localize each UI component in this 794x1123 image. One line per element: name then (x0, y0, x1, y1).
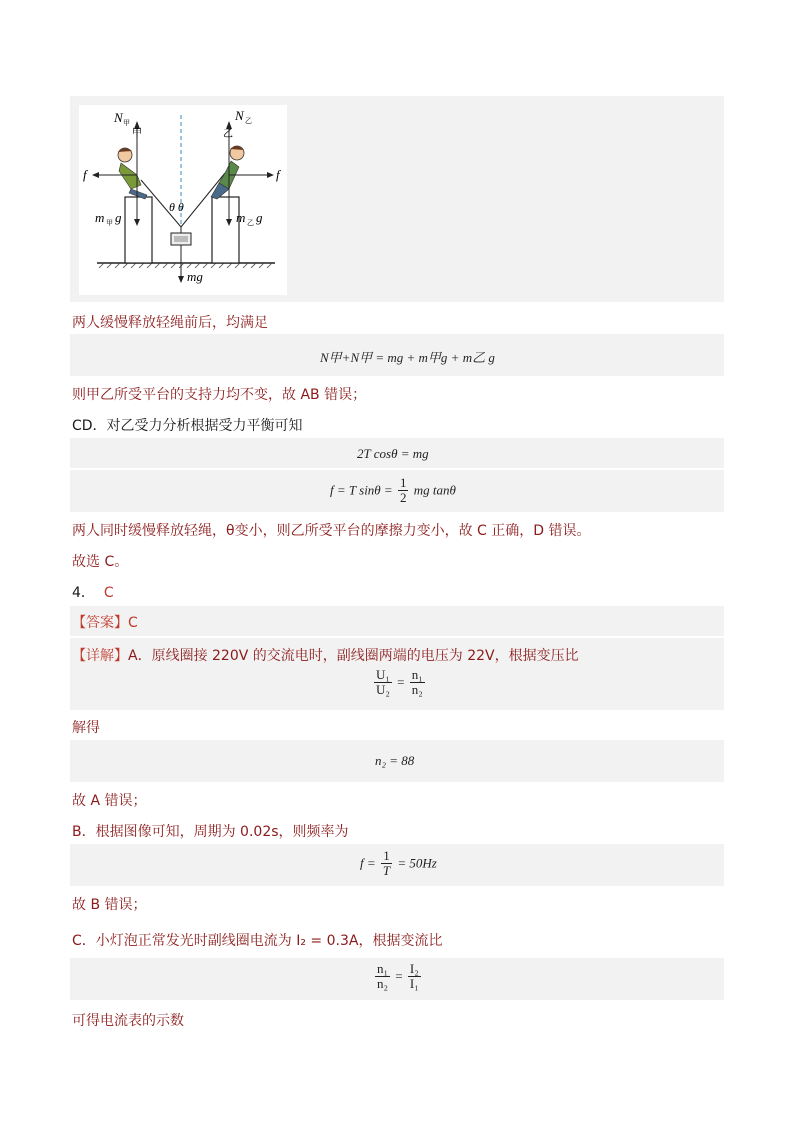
equation-5: n₂ = 88 (375, 753, 415, 768)
svg-text:g: g (115, 210, 122, 225)
text-line-10: C．小灯泡正常发光时副线圈电流为 I₂ = 0.3A，根据变流比 (72, 933, 443, 949)
label-m-yi-g: m (236, 210, 246, 225)
text-line-3: CD．对乙受力分析根据受力平衡可知 (72, 418, 303, 434)
text-line-4: 两人同时缓慢释放轻绳，θ变小，则乙所受平台的摩擦力变小，故 C 正确，D 错误。 (72, 523, 591, 539)
answer-block (70, 606, 724, 636)
text-line-8: B．根据图像可知，周期为 0.02s，则频率为 (72, 824, 349, 840)
equation-3: f = T sinθ = $\frac{1}{2}$ mg tanθ (330, 475, 456, 505)
force-diagram-figure (79, 105, 287, 295)
text-line-5: 故选 C。 (72, 554, 129, 570)
label-yi: 乙 (223, 129, 233, 140)
text-line-9: 故 B 错误； (72, 897, 147, 913)
text-line-6: 解得 (72, 720, 100, 736)
label-f-left: f (83, 167, 87, 182)
svg-text:甲: 甲 (123, 119, 130, 127)
label-n-yi: N (235, 108, 244, 123)
svg-text:甲: 甲 (106, 219, 113, 227)
label-f-right: f (276, 167, 280, 182)
text-line-11: 可得电流表的示数 (72, 1013, 184, 1029)
text-line-7: 故 A 错误； (72, 793, 147, 809)
equation-4: $\frac{\text{U₁}}{\text{U₂}}$ = $\frac{\text{n₁}}{\text{n₂}}$ (376, 667, 423, 697)
svg-text:乙: 乙 (247, 219, 254, 227)
detail-line: 【详解】A．原线圈接 220V 的交流电时，副线圈两端的电压为 22V，根据变压比 (72, 648, 579, 664)
question-number: 4． C (72, 585, 114, 601)
equation-2: 2T cosθ = mg (357, 446, 429, 461)
text-line-2: 则甲乙所受平台的支持力均不变，故 AB 错误； (72, 387, 367, 403)
equation-1: N甲+N甲 = mg + m甲g + m乙 g (320, 350, 495, 365)
label-theta: θ θ (169, 200, 184, 214)
equation-7: $\frac{\text{n₁}}{\text{n₂}}$ = $\frac{\text{I₂}}{\text{I₁}}$ (377, 961, 419, 991)
answer-line: 【答案】C (72, 615, 138, 631)
label-m-jia-g: m (95, 210, 105, 225)
equation-6: f = $\frac{1}{T}$ = 50Hz (360, 848, 437, 878)
label-n-jia: N (114, 110, 123, 125)
label-jia: 甲 (132, 128, 142, 139)
label-mg: mg (187, 269, 203, 284)
svg-text:g: g (256, 210, 263, 225)
text-line-1: 两人缓慢释放轻绳前后，均满足 (72, 315, 268, 331)
svg-text:乙: 乙 (245, 117, 252, 125)
